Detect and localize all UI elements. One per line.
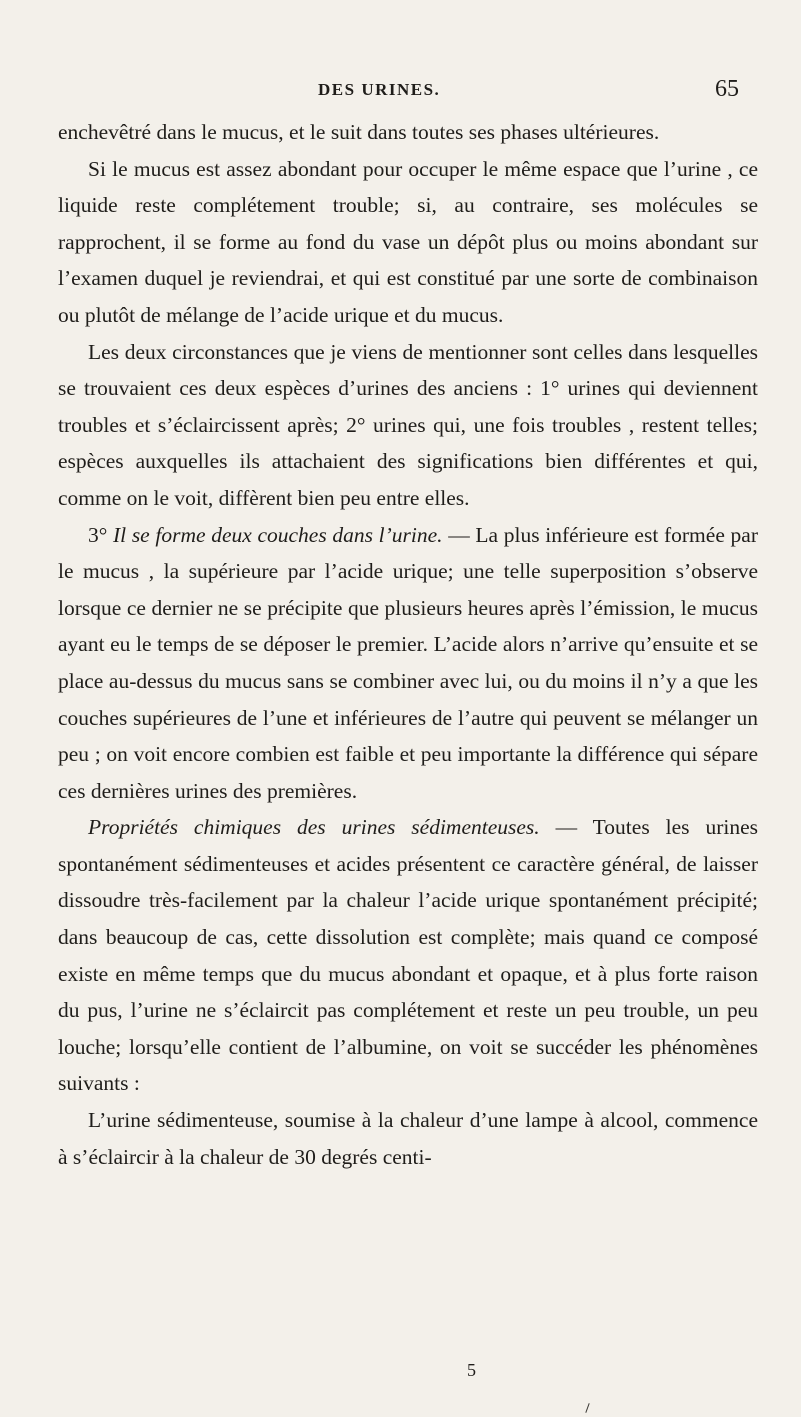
paragraph-3-text: Les deux circonstances que je viens de mentionner sont celles dans lesquelles se trouvaient ces deux espèces d’urines des anciens : 1° urines qui deviennent troubles et s’éclaircissent après; 2° urines qui, une fois troubles , restent telles; espèces auxquelles ils attachaient des significations bien différentes et qui, comme on le voit, diffèrent bien peu entre elles.	[58, 339, 758, 510]
paragraph-6	[58, 1102, 758, 1175]
paragraph-2	[58, 151, 758, 334]
paragraph-1-text: enchevêtré dans le mucus, et le suit dans toutes ses phases ultérieures.	[58, 120, 660, 144]
paragraph-5-text: — Toutes les urines spontanément sédimenteuses et acides présentent ce caractère général, de laisser dissoudre très-facilement par la chaleur l’acide urique spontanément précipité; dans beaucoup de cas, cette dissolution est complète; mais quand ce composé existe en même temps que du mucus abondant et opaque, et à plus forte raison du pus, l’urine ne s’éclaircit pas complétement et reste un peu trouble, un peu louche; lorsqu’elle contient de l’albumine, on voit se succéder les phénomènes suivants :	[58, 815, 758, 1096]
paragraph-4	[58, 517, 758, 810]
running-head	[0, 76, 801, 110]
signature-mark: 5	[467, 1360, 476, 1380]
paragraph-2-text: Si le mucus est assez abondant pour occuper le même espace que l’urine , ce liquide reste complétement trouble; si, au contraire, ses molécules se rapprochent, il se forme au fond du vase un dépôt plus ou moins abondant sur l’examen duquel je reviendrai, et qui est constitué par une sorte de combinaison ou plutôt de mélange de l’acide urique et du mucus.	[58, 156, 758, 327]
paragraph-5	[58, 809, 758, 1102]
paragraph-1	[58, 114, 758, 151]
body-text	[58, 114, 758, 1175]
paragraph-5-heading: Propriétés chimiques des urines sédimenteuses.	[88, 815, 540, 840]
paragraph-6-text: L’urine sédimenteuse, soumise à la chaleur d’une lampe à alcool, commence à s’éclaircir à la chaleur de 30 degrés centi-	[58, 1108, 758, 1169]
paragraph-3	[58, 334, 758, 517]
paragraph-4-heading: Il se forme deux couches dans l’urine.	[113, 522, 443, 547]
stray-mark	[585, 1403, 589, 1413]
page-number: 65	[715, 76, 739, 102]
paragraph-4-text: — La plus inférieure est formée par le mucus , la supérieure par l’acide urique; une telle superposition s’observe lorsque ce dernier ne se précipite que plusieurs heures après l’émission, le mucus ayant eu le temps de se déposer le premier. L’acide alors n’arrive qu’ensuite et se place au-dessus du mucus sans se combiner avec lui, ou du moins il n’y a que les couches supérieures de l’une et inférieures de l’autre qui peuvent se mélanger un peu ; on voit encore combien est faible et peu importante la différence qui sépare ces dernières urines des premières.	[58, 522, 758, 803]
running-title: DES URINES.	[318, 80, 441, 99]
paragraph-4-lead: 3°	[88, 522, 114, 547]
